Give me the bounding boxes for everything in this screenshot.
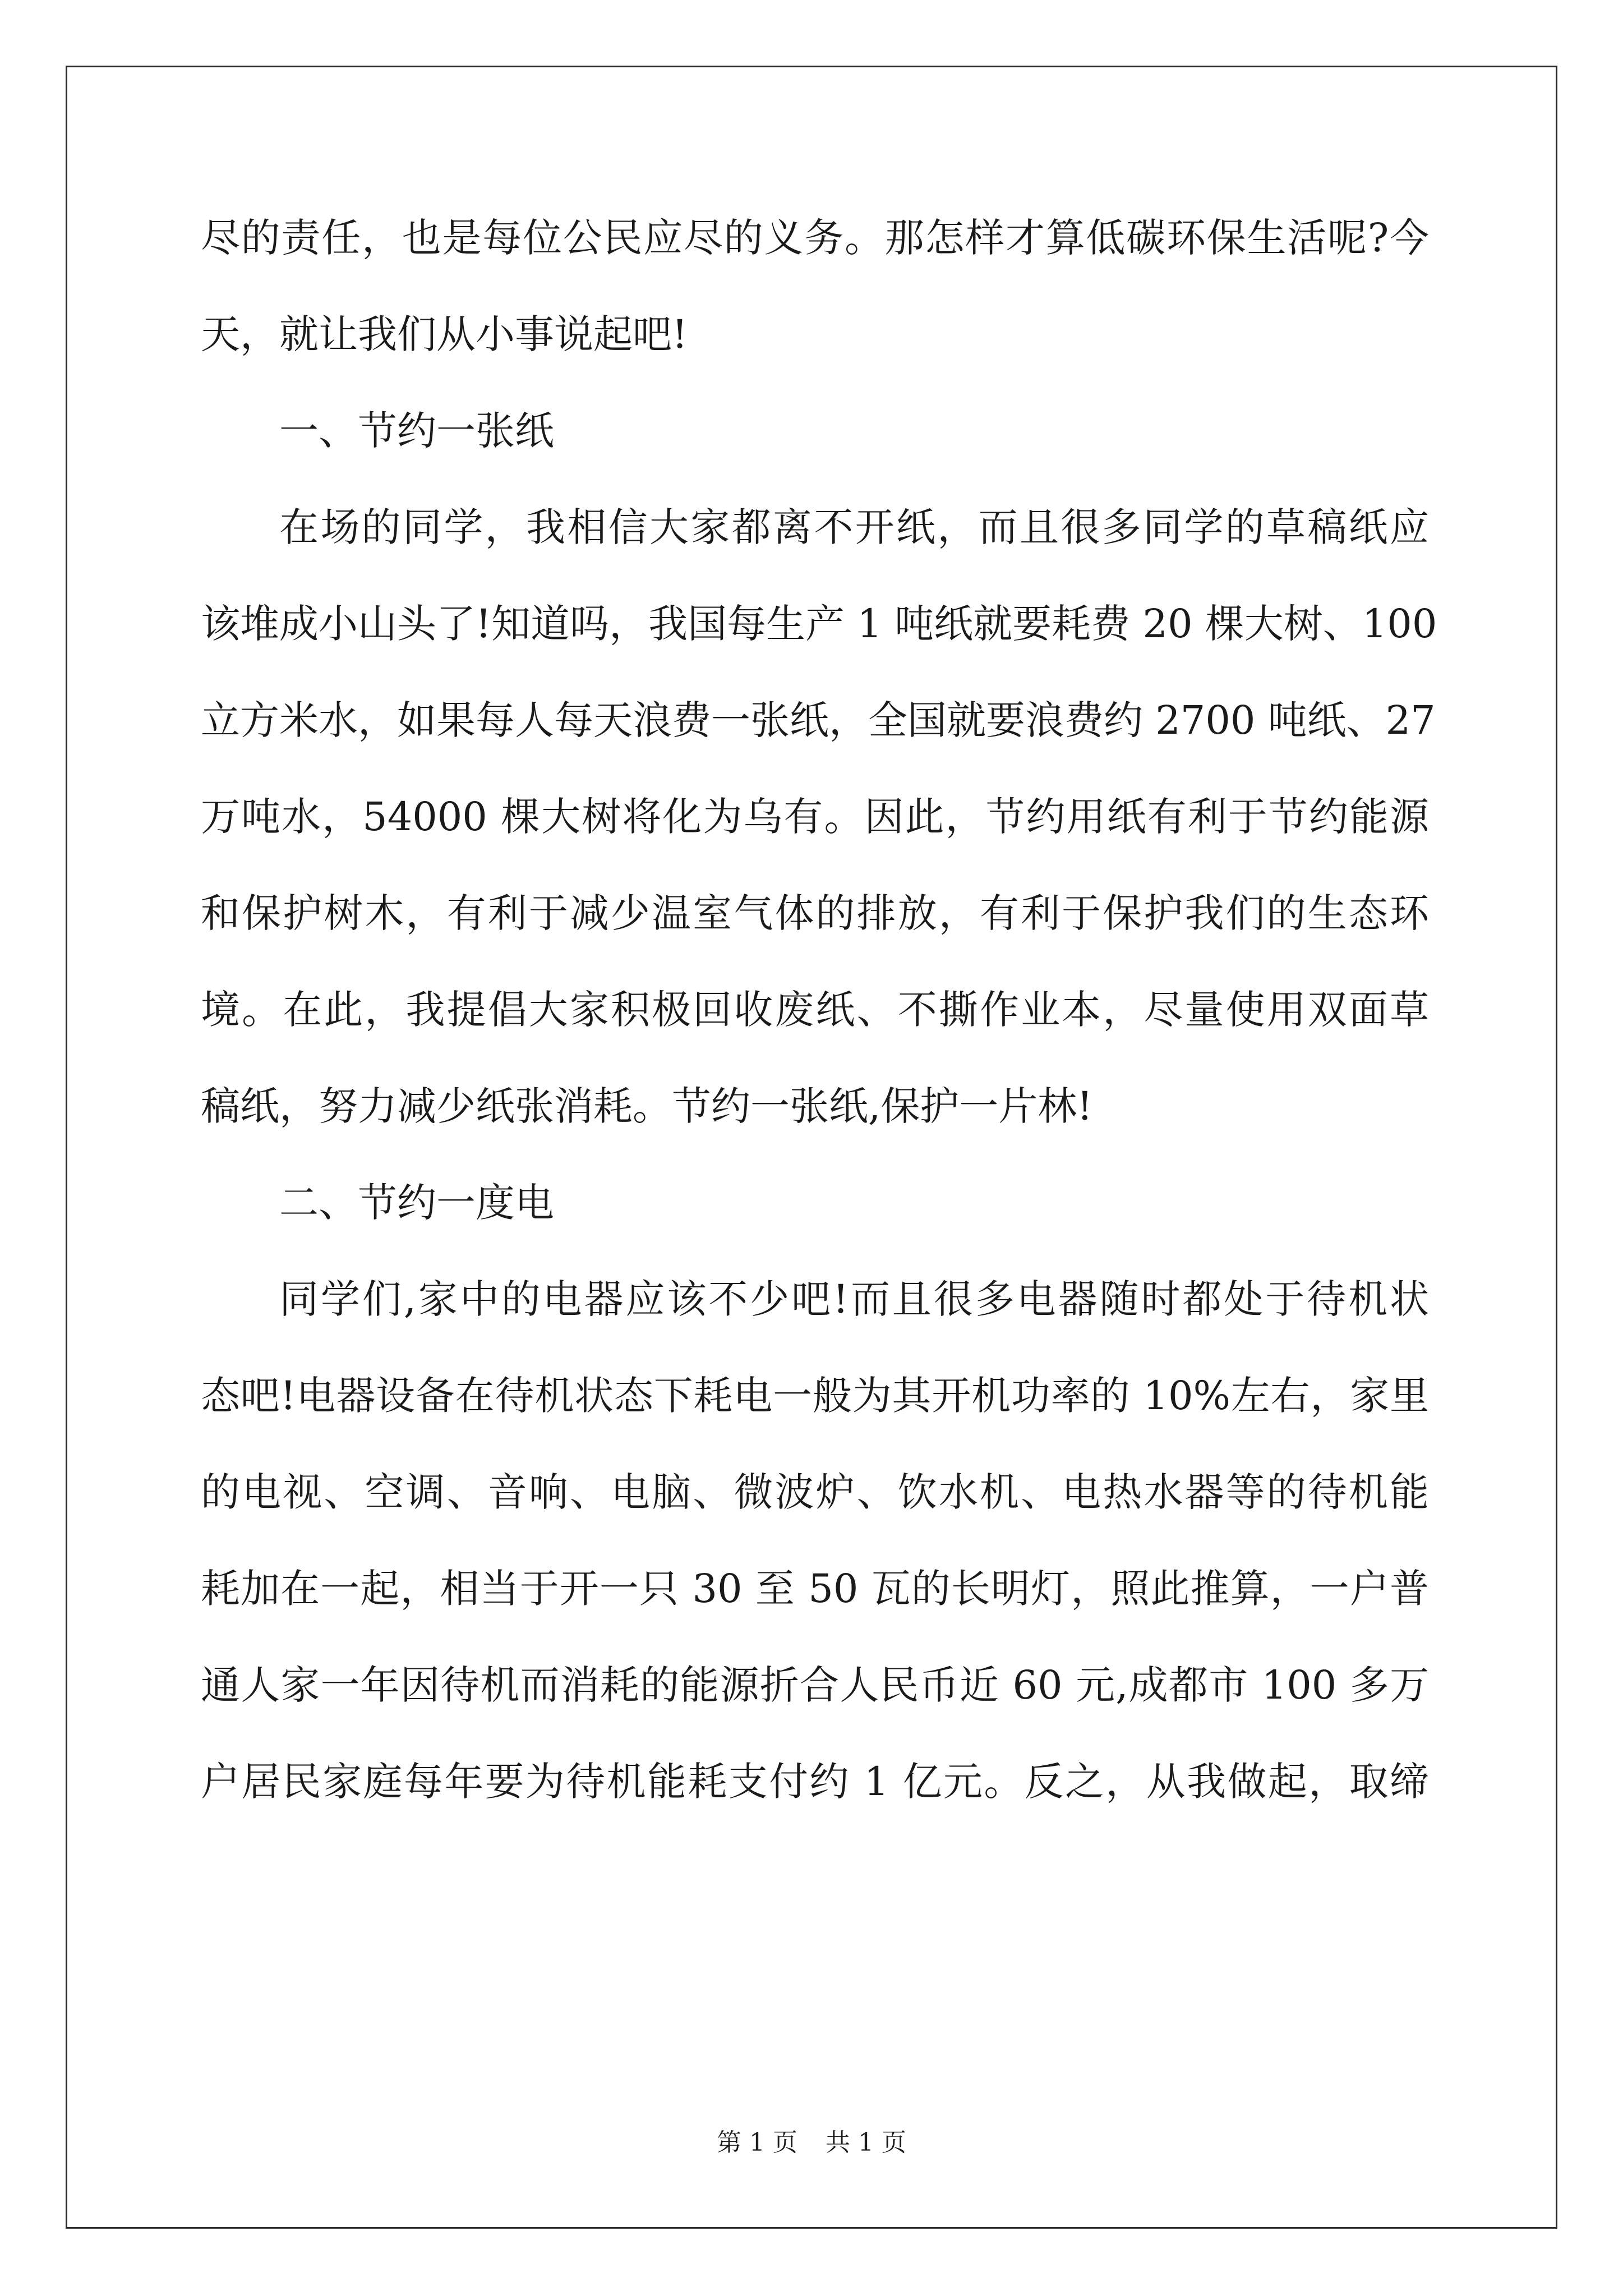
body-line-10: 同学们,家中的电器应该不少吧!而且很多电器随时都处于待机状 — [279, 1276, 1429, 1322]
body-line-2: 天，就让我们从小事说起吧! — [201, 311, 688, 357]
body-line-15: 户居民家庭每年要为待机能耗支付约 1 亿元。反之，从我做起，取缔 — [201, 1759, 1429, 1805]
body-line-1: 尽的责任，也是每位公民应尽的义务。那怎样才算低碳环保生活呢?今 — [201, 215, 1429, 261]
body-line-12: 的电视、空调、音响、电脑、微波炉、饮水机、电热水器等的待机能 — [201, 1469, 1429, 1515]
section-heading-2: 二、节约一度电 — [279, 1180, 554, 1226]
body-line-13: 耗加在一起，相当于开一只 30 至 50 瓦的长明灯，照此推算，一户普 — [201, 1566, 1429, 1612]
page-number: 第 1 页 — [717, 2128, 797, 2157]
body-line-14: 通人家一年因待机而消耗的能源折合人民币近 60 元,成都市 100 多万 — [201, 1662, 1429, 1708]
body-line-9: 稿纸，努力减少纸张消耗。节约一张纸,保护一片林! — [201, 1083, 1093, 1129]
body-line-3: 在场的同学，我相信大家都离不开纸，而且很多同学的草稿纸应 — [279, 504, 1429, 550]
body-line-7: 和保护树木，有利于减少温室气体的排放，有利于保护我们的生态环 — [201, 890, 1429, 936]
body-line-4: 该堆成小山头了!知道吗，我国每生产 1 吨纸就要耗费 20 棵大树、100 — [201, 601, 1437, 647]
body-line-11: 态吧!电器设备在待机状态下耗电一般为其开机功率的 10%左右，家里 — [201, 1373, 1429, 1419]
body-line-8: 境。在此，我提倡大家积极回收废纸、不撕作业本，尽量使用双面草 — [201, 987, 1429, 1033]
page-footer — [0, 2127, 1623, 2159]
document-body — [201, 190, 1437, 1830]
section-heading-1: 一、节约一张纸 — [279, 408, 554, 454]
page-total: 共 1 页 — [826, 2128, 906, 2157]
body-line-5: 立方米水，如果每人每天浪费一张纸，全国就要浪费约 2700 吨纸、27 — [201, 697, 1436, 743]
body-line-6: 万吨水，54000 棵大树将化为乌有。因此，节约用纸有利于节约能源 — [201, 794, 1429, 840]
